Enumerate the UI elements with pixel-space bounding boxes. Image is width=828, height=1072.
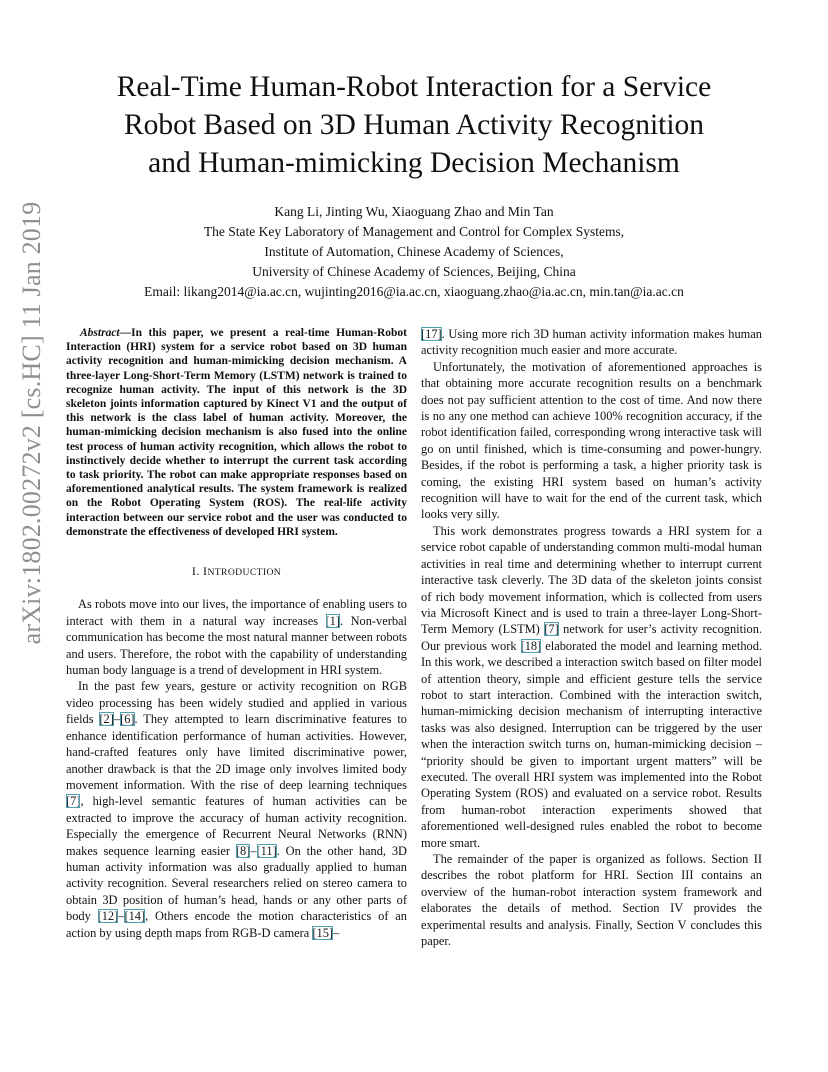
citation-link[interactable]: [8] xyxy=(235,843,251,858)
body-paragraph: Unfortunately, the motivation of aforementioned approaches is that obtaining more accurate recognition results on a benchmark does not pay sufficient attention to the cost of time. And now there is no any one method can achieve 100% recognition accuracy, if the robot identification failed, corresponding wrong interactive task will go on until finished, which is time-consuming and power-hungry. Besides, if the robot is performing a task, a higher priority task is coming, the existing HRI system based on human’s activity recognition will have to wait for the end of the current task, which looks very silly. xyxy=(421,359,762,522)
affiliation-line: The State Key Laboratory of Management and Control for Complex Systems, xyxy=(203,224,625,239)
arxiv-stamp-text: arXiv:1802.00272v2 [cs.HC] 11 Jan 2019 xyxy=(17,201,46,644)
arxiv-stamp xyxy=(17,201,47,644)
body-paragraph: The remainder of the paper is organized as follows. Section II describes the robot platform for HRI. Section III contains an overview of the human-robot interaction system framework and elaborates the details of method. Section IV provides the experimental results and analysis. Finally, Section V concludes this paper. xyxy=(421,852,762,949)
body-paragraph: As robots move into our lives, the importance of enabling users to interact with them in a natural way increases [1]. Non-verbal communication has become the most natural manner between robots and users. Therefore, the robot with the capability of understanding human body language is a trend of development in HRI system. xyxy=(66,597,407,678)
author-block xyxy=(60,202,768,302)
left-body xyxy=(66,596,407,941)
citation-link[interactable]: [2] xyxy=(99,712,114,727)
section-heading-text: I. INTRODUCTION xyxy=(191,564,282,579)
citation-link[interactable]: [12] xyxy=(97,909,119,924)
right-body xyxy=(421,326,762,949)
abstract xyxy=(66,326,407,539)
email-line: Email: likang2014@ia.ac.cn, wujinting2016@ia.ac.cn, xiaoguang.zhao@ia.ac.cn, min.tan@ia.ac.cn xyxy=(144,284,684,299)
title-line: Robot Based on 3D Human Activity Recognition xyxy=(123,109,705,141)
citation-link[interactable]: [7] xyxy=(66,794,81,809)
citation-link[interactable]: [18] xyxy=(520,638,542,653)
body-paragraph: In the past few years, gesture or activity recognition on RGB video processing has been widely studied and applied in various fields [2]–[6]. They attempted to learn discriminative features to enhance identification performance of human activities. However, hand-crafted features only have limited discriminative power, another drawback is that the 2D image only involves limited body movement information. With the rise of deep learning techniques [7], high-level semantic features of human activities can be extracted to improve the accuracy of human activity recognition. Especially the emergence of Recurrent Neural Networks (RNN) makes sequence learning easier [8]–[11]. On the other hand, 3D human activity information was also gradually applied to human activity recognition. Several researchers relied on stereo camera to obtain 3D position of human’s head, hands or any other parts of body [12]–[14], Others encode the motion characteristics of an action by using depth maps from RGB-D camera [15]– xyxy=(66,679,408,940)
citation-link[interactable]: [17] xyxy=(421,327,442,341)
left-column xyxy=(66,326,407,941)
abstract-label: Abstract xyxy=(80,327,120,339)
affiliation-line: Institute of Automation, Chinese Academy of Sciences, xyxy=(264,244,564,259)
citation-link[interactable]: [15] xyxy=(312,925,334,940)
abstract-text: —In this paper, we present a real-time Human-Robot Interaction (HRI) system for a service robot based on 3D human activity recognition and human-mimicking decision mechanism. A three-layer Long-Short-Term Memory (LSTM) network is trained to recognize human activity. The input of this network is the 3D skeleton joints information captured by Kinect V1 and the output of this network is the class label of human activity. Moreover, the human-mimicking decision mechanism is also fused into the online test process of human activity recognition, which allows the robot to instinctively decide whether to interrupt the current task according to task priority. The robot can make appropriate responses based on aforementioned analytical results. The system framework is realized on the Robot Operating System (ROS). The real-life activity interaction between our service robot and the user was conducted to demonstrate the effectiveness of developed HRI system. xyxy=(66,327,407,538)
citation-link[interactable]: [11] xyxy=(256,843,277,858)
citation-link[interactable]: [14] xyxy=(124,909,146,924)
body-paragraph: [17]. Using more rich 3D human activity information makes human activity recognition much easier and more accurate. xyxy=(421,327,762,358)
citation-link[interactable]: [7] xyxy=(544,622,559,637)
citation-link[interactable]: [1] xyxy=(325,613,340,628)
body-paragraph: This work demonstrates progress towards a HRI system for a service robot capable of understanding common multi-modal human activities in real time and determining whether to interrupt current interactive task cleverly. The 3D data of the skeleton joints consist of rich body movement information, which is collected from users via Microsoft Kinect and is used to train a three-layer Long-Short-Term Memory (LSTM) [7] network for user’s activity recognition. Our previous work [18] elaborated the model and learning method. In this work, we described a interaction switch based on filter model of attention theory, simple and efficient gesture tells the service robot to start interaction. Combined with the interaction switch, human-mimicking decision mechanism of interrupting interactive tasks was also designed. Interruption can be triggered by the user when the interaction switch turns on, human-mimicking decision – “priority should be given to important urgent matters” will be executed. The overall HRI system was implemented into the Robot Operating System (ROS) and evaluated on a service robot. Results from human-robot interaction experiments showed that aforementioned well-designed rules enabled the robot to become more smart. xyxy=(421,523,763,850)
title-line: Real-Time Human-Robot Interaction for a Service xyxy=(116,71,712,103)
citation-link[interactable]: [6] xyxy=(120,712,135,727)
title-line: and Human-mimicking Decision Mechanism xyxy=(148,147,680,179)
paper-title xyxy=(60,68,768,182)
section-heading xyxy=(66,563,407,581)
right-column xyxy=(421,326,762,949)
affiliation-line: University of Chinese Academy of Sciences, Beijing, China xyxy=(252,264,576,279)
author-names: Kang Li, Jinting Wu, Xiaoguang Zhao and Min Tan xyxy=(274,204,554,219)
